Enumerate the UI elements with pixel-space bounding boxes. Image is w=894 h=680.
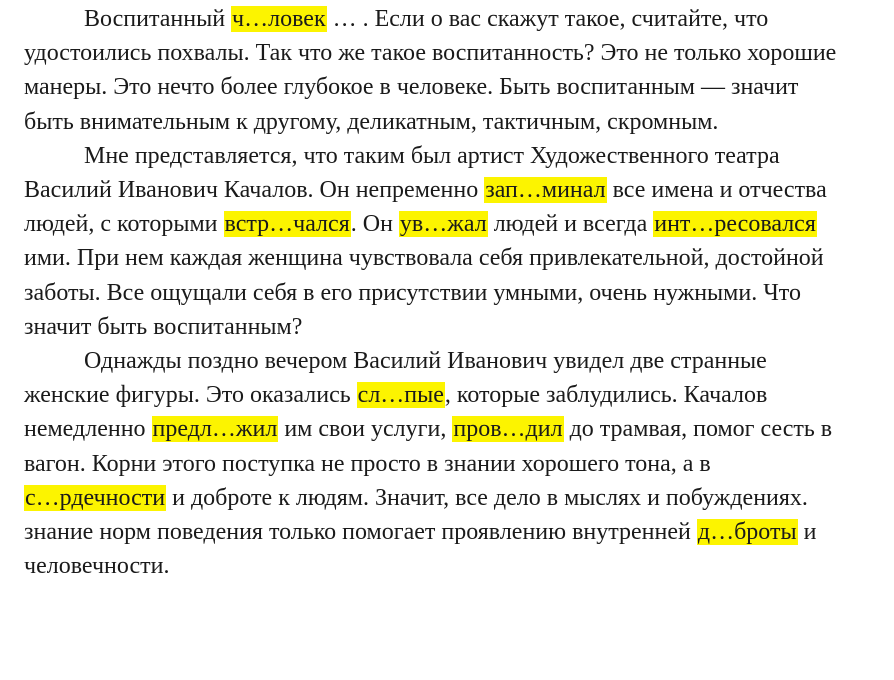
highlighted-word: с…рдечности [25, 484, 166, 511]
text-segment: Мне представляется, что таким был артист Художественного театра [84, 142, 780, 169]
highlighted-word: зап…минал [485, 177, 606, 203]
text-segment: Однажды поздно вечером Василий Иванович увидел две странные [84, 348, 767, 374]
paragraph-3-line-7 [24, 549, 169, 583]
paragraph-1-line-1 [84, 2, 768, 36]
paragraph-3-line-1 [84, 344, 767, 378]
text-segment: до трамвая, помог сесть в [563, 416, 833, 443]
paragraph-2-line-6 [24, 310, 302, 344]
paragraph-1-line-4 [24, 105, 718, 139]
text-segment: удостоились похвалы. Так что же такое воспитанность? Это не только хорошие [24, 40, 837, 67]
text-segment: людей и всегда [487, 211, 654, 238]
text-segment: людей, с которыми [24, 211, 224, 238]
text-segment: , которые заблудились. Качалов [444, 382, 768, 409]
highlighted-word: ув…жал [399, 211, 487, 238]
highlighted-word: инт…ресовался [654, 211, 816, 238]
text-segment: и доброте к людям. Значит, все дело в мыслях и побуждениях. [166, 484, 808, 511]
highlighted-word: сл…пые [357, 382, 444, 409]
paragraph-3-line-6 [24, 515, 816, 549]
paragraph-2-line-2 [24, 173, 827, 207]
text-segment: и [797, 519, 817, 545]
paragraph-3-line-5 [24, 481, 808, 515]
text-segment: им свои услуги, [278, 416, 453, 443]
text-segment: все имена и отчества [606, 177, 827, 203]
text-segment: женские фигуры. Это оказались [24, 382, 357, 409]
highlighted-word: д…броты [697, 519, 797, 545]
text-segment: человечности. [24, 553, 170, 580]
paragraph-1-line-3 [24, 70, 798, 104]
paragraph-1-line-2 [24, 36, 836, 70]
text-segment: ими. При нем каждая женщина чувствовала себя привлекательной, достойной [24, 245, 824, 272]
text-segment: немедленно [24, 416, 152, 443]
highlighted-word: встр…чался [224, 211, 350, 238]
text-segment: . Он [350, 211, 399, 238]
text-segment: Василий Иванович Качалов. Он непременно [24, 177, 485, 203]
text-segment: манеры. Это нечто более глубокое в человеке. Быть воспитанным — значит [24, 74, 799, 101]
text-segment: вагон. Корни этого поступка не просто в знании хорошего тона, а в [24, 450, 711, 477]
text-segment: значит быть воспитанным? [24, 313, 303, 340]
highlighted-word: предл…жил [152, 416, 278, 443]
text-segment: быть внимательным к другому, деликатным, тактичным, скромным. [24, 108, 719, 135]
text-segment: заботы. Все ощущали себя в его присутствии умными, очень нужными. Что [24, 279, 801, 306]
text-segment: знание норм поведения только помогает проявлению внутренней [24, 519, 697, 545]
highlighted-word: ч…ловек [232, 6, 326, 32]
text-segment: … . Если о вас скажут такое, считайте, что [326, 6, 769, 32]
paragraph-2-line-3 [24, 207, 817, 241]
highlighted-word: пров…дил [453, 416, 563, 443]
paragraph-2-line-4 [24, 241, 824, 275]
paragraph-3-line-3 [24, 412, 832, 446]
paragraph-3-line-2 [24, 378, 767, 412]
paragraph-3-line-4 [24, 447, 711, 481]
paragraph-2-line-1 [84, 139, 780, 173]
paragraph-2-line-5 [24, 276, 801, 310]
text-segment: Воспитанный [84, 6, 232, 32]
